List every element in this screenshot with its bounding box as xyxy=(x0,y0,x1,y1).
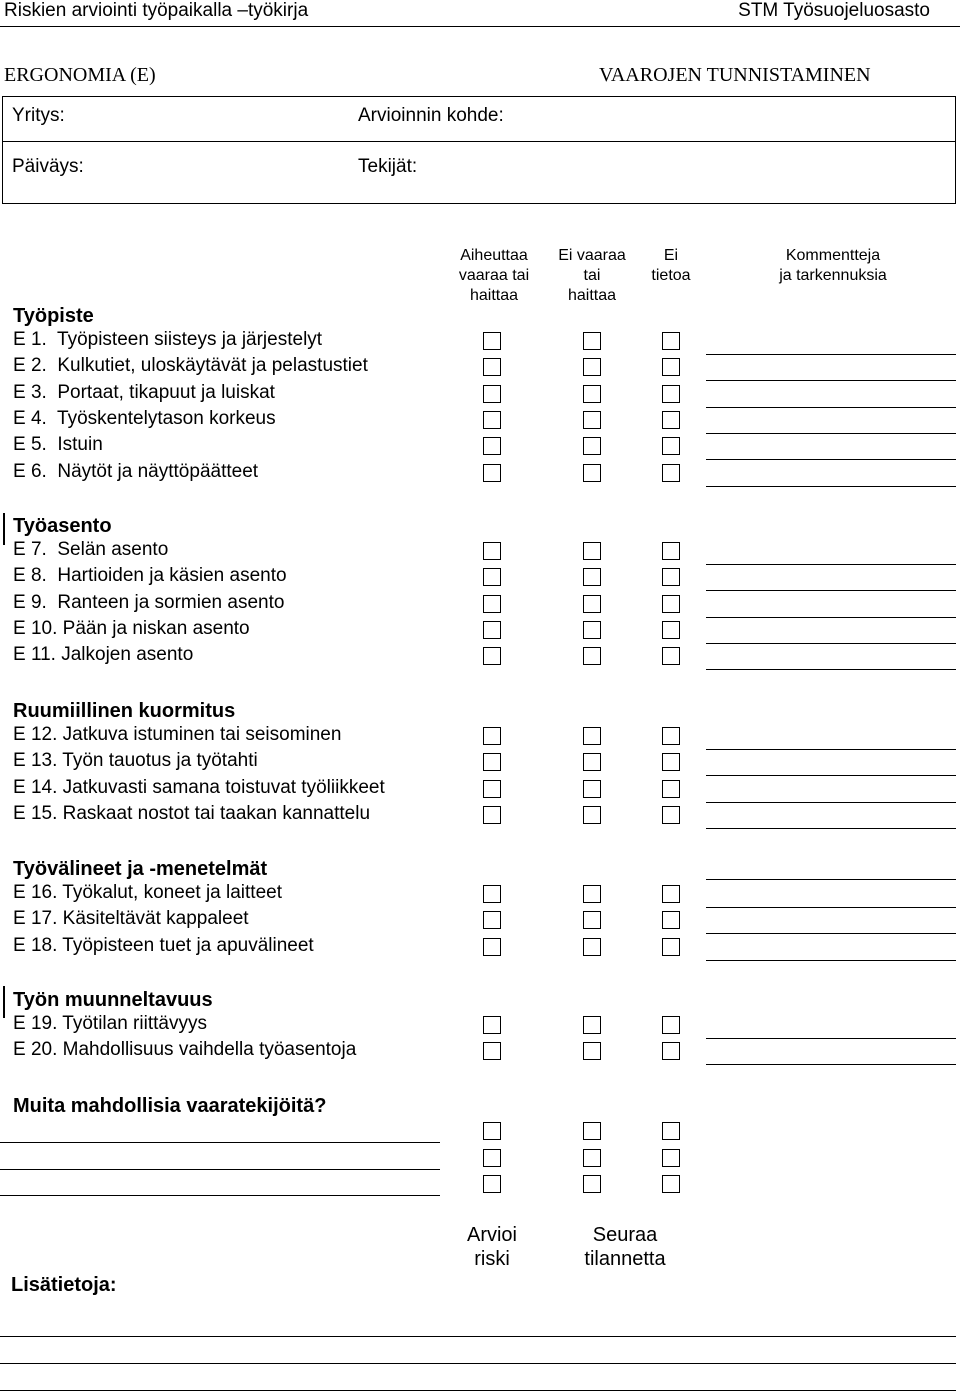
checklist-item-label: E 19. Työtilan riittävyys xyxy=(13,1013,207,1034)
section-title-tyopiste: Työpiste xyxy=(13,305,94,327)
checkbox-no-info[interactable] xyxy=(662,1175,680,1193)
checklist-item-label: E 20. Mahdollisuus vaihdella työasentoja xyxy=(13,1039,357,1060)
checkbox-no-hazard[interactable] xyxy=(583,464,601,482)
comment-line[interactable] xyxy=(706,643,956,644)
checklist-item-label: E 3. Portaat, tikapuut ja luiskat xyxy=(13,382,275,403)
checkbox-no-info[interactable] xyxy=(662,464,680,482)
blank-hazard-line[interactable] xyxy=(0,1169,440,1170)
comment-line[interactable] xyxy=(706,459,956,460)
checkbox-no-info[interactable] xyxy=(662,385,680,403)
checkbox-no-hazard[interactable] xyxy=(583,542,601,560)
column-heading-line: ja tarkennuksia xyxy=(779,267,887,284)
section-title-tyon-muunneltavuus: Työn muunneltavuus xyxy=(13,989,213,1011)
checkbox-no-hazard[interactable] xyxy=(583,411,601,429)
checkbox-no-hazard[interactable] xyxy=(583,621,601,639)
section-title-ruumiillinen-kuormitus: Ruumiillinen kuormitus xyxy=(13,700,236,722)
checkbox-causes-hazard[interactable] xyxy=(483,464,501,482)
checkbox-no-info[interactable] xyxy=(662,595,680,613)
checkbox-no-info[interactable] xyxy=(662,911,680,929)
checkbox-causes-hazard[interactable] xyxy=(483,938,501,956)
comment-line[interactable] xyxy=(706,1064,956,1065)
section-title-tyovalineet: Työvälineet ja -menetelmät xyxy=(13,858,268,880)
checkbox-no-hazard[interactable] xyxy=(583,595,601,613)
additional-info-line[interactable] xyxy=(0,1390,956,1391)
column-heading-line: tietoa xyxy=(651,267,691,284)
section-title-tyoasento: Työasento xyxy=(13,515,112,537)
checkbox-causes-hazard[interactable] xyxy=(483,1042,501,1060)
info-box xyxy=(2,96,956,204)
checkbox-no-hazard[interactable] xyxy=(583,885,601,903)
checkbox-causes-hazard[interactable] xyxy=(483,753,501,771)
column-heading-line: Kommentteja xyxy=(785,247,881,264)
comment-line[interactable] xyxy=(706,933,956,934)
form-title: ERGONOMIA (E) xyxy=(4,64,156,86)
comment-line[interactable] xyxy=(706,590,956,591)
checkbox-causes-hazard[interactable] xyxy=(483,542,501,560)
assess-risk-line: riski xyxy=(474,1248,510,1270)
checklist-item-label: E 2. Kulkutiet, uloskäytävät ja pelastustiet xyxy=(13,355,368,376)
checklist-item-label: E 18. Työpisteen tuet ja apuvälineet xyxy=(13,935,314,956)
comment-line[interactable] xyxy=(706,1038,956,1039)
checkbox-causes-hazard[interactable] xyxy=(483,437,501,455)
column-heading-line: haittaa xyxy=(469,287,519,304)
blank-hazard-line[interactable] xyxy=(0,1195,440,1196)
checkbox-no-info[interactable] xyxy=(662,358,680,376)
checkbox-no-info[interactable] xyxy=(662,332,680,350)
change-bar xyxy=(3,986,5,1018)
checkbox-no-info[interactable] xyxy=(662,647,680,665)
assess-risk-label xyxy=(452,1223,532,1271)
checkbox-causes-hazard[interactable] xyxy=(483,911,501,929)
checkbox-no-hazard[interactable] xyxy=(583,568,601,586)
checkbox-causes-hazard[interactable] xyxy=(483,568,501,586)
checkbox-no-hazard[interactable] xyxy=(583,437,601,455)
checklist-item-label: E 16. Työkalut, koneet ja laitteet xyxy=(13,882,282,903)
comment-line[interactable] xyxy=(706,669,956,670)
checklist-item-label: E 14. Jatkuvasti samana toistuvat työliikkeet xyxy=(13,777,385,798)
monitor-situation-label xyxy=(570,1223,680,1271)
checkbox-causes-hazard[interactable] xyxy=(483,1122,501,1140)
comment-line[interactable] xyxy=(706,380,956,381)
checkbox-causes-hazard[interactable] xyxy=(483,411,501,429)
monitor-situation-line: Seuraa xyxy=(592,1224,658,1246)
document-header-left: Riskien arviointi työpaikalla –työkirja xyxy=(4,0,309,21)
form-subtitle: VAAROJEN TUNNISTAMINEN xyxy=(599,64,871,86)
change-bar xyxy=(3,513,5,545)
checkbox-no-hazard[interactable] xyxy=(583,385,601,403)
checklist-item-label: E 10. Pään ja niskan asento xyxy=(13,618,250,639)
checklist-item-label: E 6. Näytöt ja näyttöpäätteet xyxy=(13,461,259,482)
comment-line[interactable] xyxy=(706,617,956,618)
additional-info-label: Lisätietoja: xyxy=(11,1274,117,1296)
column-heading-comments xyxy=(760,246,906,286)
checklist-item-label: E 11. Jalkojen asento xyxy=(13,644,194,665)
assessment-target-label: Arvioinnin kohde: xyxy=(358,105,504,126)
column-heading-line: Ei xyxy=(663,247,679,264)
checkbox-no-info[interactable] xyxy=(662,806,680,824)
checkbox-no-info[interactable] xyxy=(662,1016,680,1034)
checkbox-no-info[interactable] xyxy=(662,1042,680,1060)
checkbox-no-hazard[interactable] xyxy=(583,1122,601,1140)
additional-info-line[interactable] xyxy=(0,1336,956,1337)
checkbox-no-info[interactable] xyxy=(662,542,680,560)
checkbox-no-hazard[interactable] xyxy=(583,1149,601,1167)
checkbox-no-hazard[interactable] xyxy=(583,727,601,745)
checklist-item-label: E 17. Käsiteltävät kappaleet xyxy=(13,908,249,929)
comment-line[interactable] xyxy=(706,354,956,355)
checkbox-no-hazard[interactable] xyxy=(583,780,601,798)
checkbox-causes-hazard[interactable] xyxy=(483,621,501,639)
monitor-situation-line: tilannetta xyxy=(584,1248,666,1270)
checkbox-no-info[interactable] xyxy=(662,753,680,771)
column-heading-line: vaaraa tai xyxy=(458,267,530,284)
checkbox-no-info[interactable] xyxy=(662,411,680,429)
comment-line[interactable] xyxy=(706,879,956,880)
checkbox-no-info[interactable] xyxy=(662,780,680,798)
column-heading-line: haittaa xyxy=(567,287,617,304)
comment-line[interactable] xyxy=(706,775,956,776)
checkbox-causes-hazard[interactable] xyxy=(483,647,501,665)
checkbox-no-hazard[interactable] xyxy=(583,1016,601,1034)
comment-line[interactable] xyxy=(706,564,956,565)
company-label: Yritys: xyxy=(12,105,65,126)
checklist-item-label: E 8. Hartioiden ja käsien asento xyxy=(13,565,287,586)
checkbox-no-info[interactable] xyxy=(662,727,680,745)
comment-line[interactable] xyxy=(706,960,956,961)
checkbox-no-hazard[interactable] xyxy=(583,911,601,929)
checkbox-causes-hazard[interactable] xyxy=(483,780,501,798)
document-header-right: STM Työsuojeluosasto xyxy=(738,0,930,21)
checklist-item-label: E 4. Työskentelytason korkeus xyxy=(13,408,276,429)
header-divider xyxy=(0,26,960,27)
checkbox-no-info[interactable] xyxy=(662,1149,680,1167)
checkbox-causes-hazard[interactable] xyxy=(483,358,501,376)
comment-line[interactable] xyxy=(706,486,956,487)
checklist-item-label: E 1. Työpisteen siisteys ja järjestelyt xyxy=(13,329,323,350)
comment-line[interactable] xyxy=(706,828,956,829)
column-heading-line: tai xyxy=(583,267,601,284)
checkbox-causes-hazard[interactable] xyxy=(483,1149,501,1167)
checkbox-causes-hazard[interactable] xyxy=(483,1175,501,1193)
checkbox-no-hazard[interactable] xyxy=(583,332,601,350)
checkbox-causes-hazard[interactable] xyxy=(483,332,501,350)
comment-line[interactable] xyxy=(706,802,956,803)
checkbox-no-hazard[interactable] xyxy=(583,806,601,824)
checkbox-no-info[interactable] xyxy=(662,885,680,903)
checkbox-causes-hazard[interactable] xyxy=(483,595,501,613)
comment-line[interactable] xyxy=(706,907,956,908)
date-label: Päiväys: xyxy=(12,156,84,177)
column-heading-causes-hazard xyxy=(446,246,542,306)
column-heading-line: Ei vaaraa xyxy=(558,247,626,264)
comment-line[interactable] xyxy=(706,749,956,750)
checkbox-no-info[interactable] xyxy=(662,938,680,956)
additional-info-line[interactable] xyxy=(0,1363,956,1364)
checkbox-causes-hazard[interactable] xyxy=(483,385,501,403)
column-heading-line: Aiheuttaa xyxy=(460,247,528,264)
comment-line[interactable] xyxy=(706,433,956,434)
checkbox-no-hazard[interactable] xyxy=(583,938,601,956)
comment-line[interactable] xyxy=(706,407,956,408)
checkbox-no-info[interactable] xyxy=(662,437,680,455)
checkbox-causes-hazard[interactable] xyxy=(483,806,501,824)
blank-hazard-line[interactable] xyxy=(0,1142,440,1143)
checkbox-no-hazard[interactable] xyxy=(583,358,601,376)
column-heading-no-info xyxy=(640,246,702,286)
info-box-divider xyxy=(3,141,955,142)
checkbox-no-hazard[interactable] xyxy=(583,753,601,771)
checklist-item-label: E 7. Selän asento xyxy=(13,539,169,560)
checklist-item-label: E 9. Ranteen ja sormien asento xyxy=(13,592,285,613)
assess-risk-line: Arvioi xyxy=(466,1224,517,1246)
checklist-item-label: E 5. Istuin xyxy=(13,434,103,455)
assessors-label: Tekijät: xyxy=(358,156,418,177)
checkbox-no-hazard[interactable] xyxy=(583,1042,601,1060)
checklist-item-label: E 13. Työn tauotus ja työtahti xyxy=(13,750,258,771)
checklist-item-label: E 15. Raskaat nostot tai taakan kannattelu xyxy=(13,803,371,824)
checkbox-causes-hazard[interactable] xyxy=(483,885,501,903)
checkbox-no-info[interactable] xyxy=(662,568,680,586)
checkbox-no-hazard[interactable] xyxy=(583,647,601,665)
column-heading-no-hazard xyxy=(546,246,638,306)
checkbox-no-hazard[interactable] xyxy=(583,1175,601,1193)
checkbox-causes-hazard[interactable] xyxy=(483,1016,501,1034)
checklist-item-label: E 12. Jatkuva istuminen tai seisominen xyxy=(13,724,342,745)
section-title-muita-vaaratekijoita: Muita mahdollisia vaaratekijöitä? xyxy=(13,1095,327,1117)
checkbox-no-info[interactable] xyxy=(662,1122,680,1140)
checkbox-causes-hazard[interactable] xyxy=(483,727,501,745)
checkbox-no-info[interactable] xyxy=(662,621,680,639)
